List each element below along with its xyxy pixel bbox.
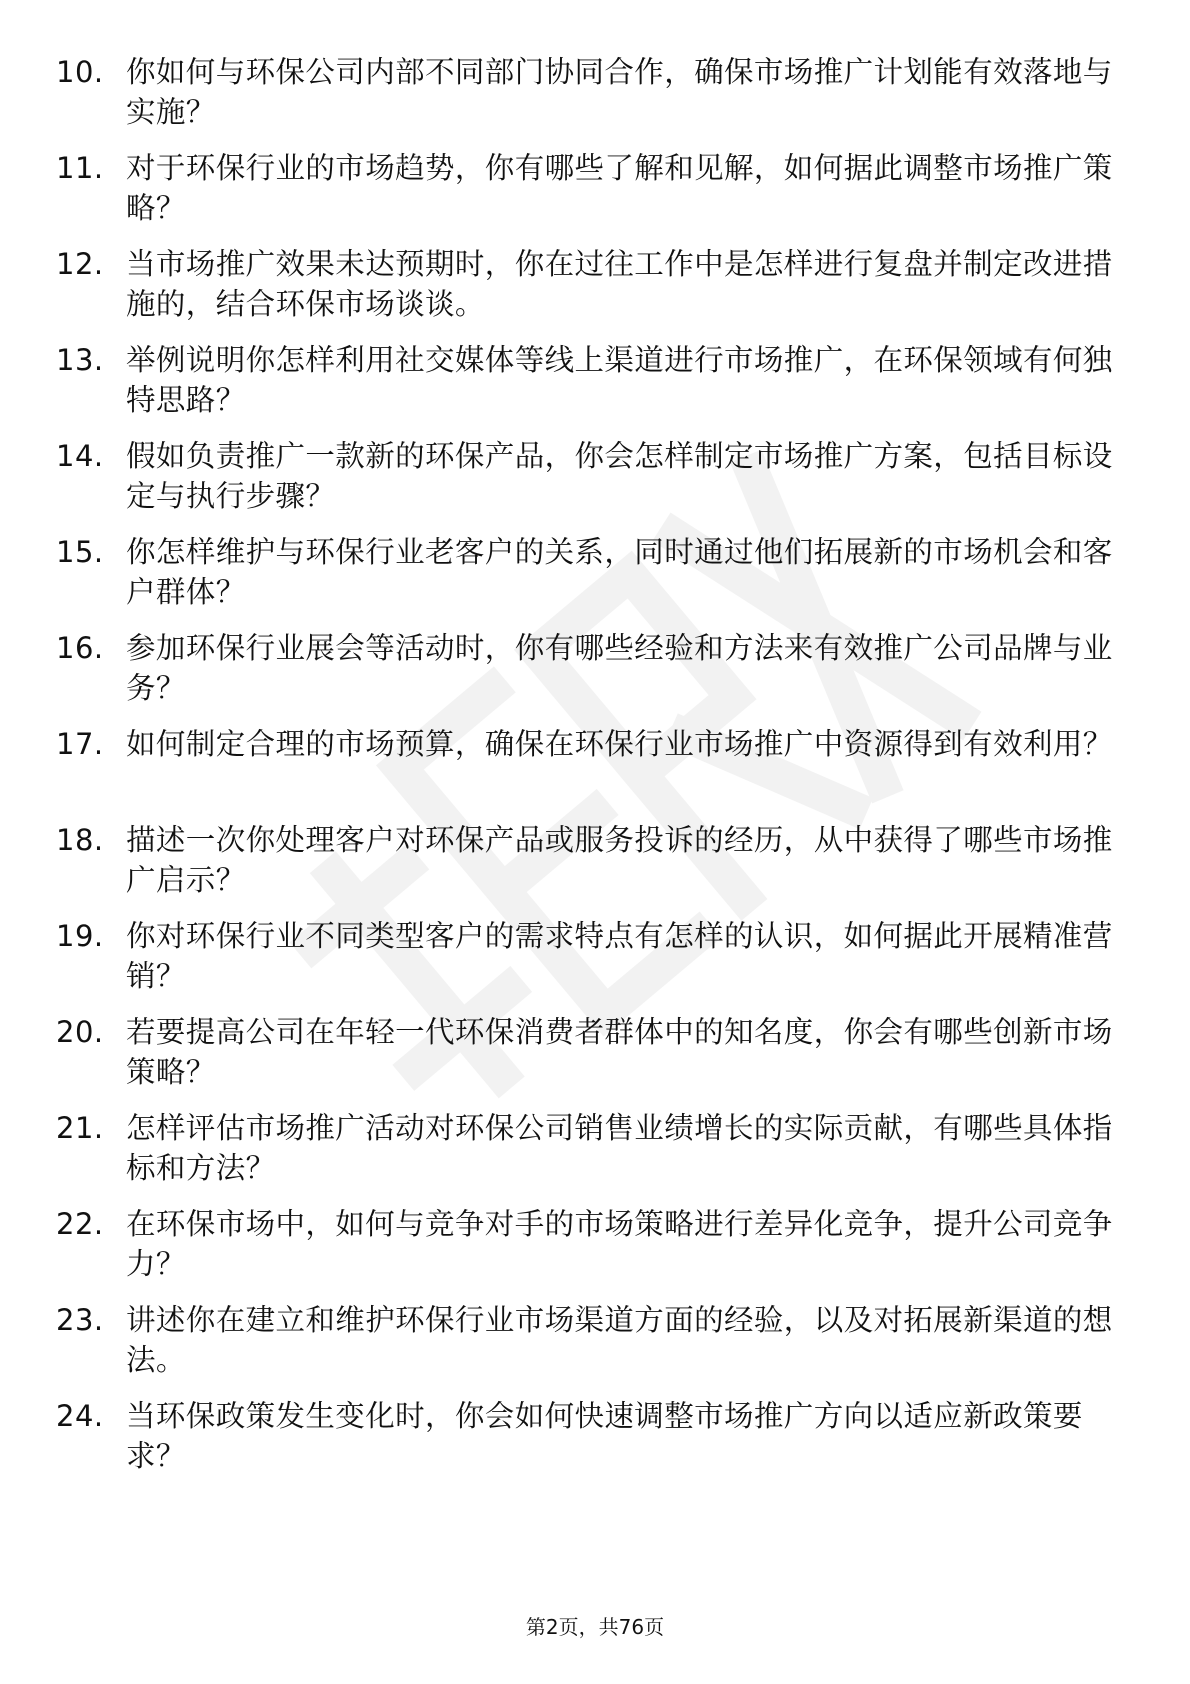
question-text: 怎样评估市场推广活动对环保公司销售业绩增长的实际贡献，有哪些具体指标和方法？ [126, 1111, 1113, 1185]
question-number: 20. [56, 1015, 104, 1049]
question-number: 12. [56, 247, 104, 281]
question-number: 18. [56, 823, 104, 857]
question-text: 对于环保行业的市场趋势，你有哪些了解和见解，如何据此调整市场推广策略？ [126, 151, 1113, 225]
question-item [0, 148, 1190, 244]
question-text: 假如负责推广一款新的环保产品，你会怎样制定市场推广方案，包括目标设定与执行步骤？ [126, 439, 1113, 513]
question-item [0, 820, 1190, 916]
question-text: 如何制定合理的市场预算，确保在环保行业市场推广中资源得到有效利用？ [126, 727, 1113, 761]
question-text: 你怎样维护与环保行业老客户的关系，同时通过他们拓展新的市场机会和客户群体？ [126, 535, 1113, 609]
question-number: 17. [56, 727, 104, 761]
question-item [0, 916, 1190, 1012]
question-text: 描述一次你处理客户对环保产品或服务投诉的经历，从中获得了哪些市场推广启示？ [126, 823, 1113, 897]
question-text: 举例说明你怎样利用社交媒体等线上渠道进行市场推广，在环保领域有何独特思路？ [126, 343, 1113, 417]
question-number: 10. [56, 55, 104, 89]
question-number: 11. [56, 151, 104, 185]
question-text: 在环保市场中，如何与竞争对手的市场策略进行差异化竞争，提升公司竞争力？ [126, 1207, 1113, 1281]
question-item [0, 1300, 1190, 1396]
question-text: 若要提高公司在年轻一代环保消费者群体中的知名度，你会有哪些创新市场策略？ [126, 1015, 1113, 1089]
question-item [0, 1396, 1190, 1492]
question-number: 19. [56, 919, 104, 953]
page-number-label: 第2页，共76页 [525, 1615, 665, 1639]
page-footer [0, 1613, 1190, 1641]
question-text: 你如何与环保公司内部不同部门协同合作，确保市场推广计划能有效落地与实施？ [126, 55, 1113, 129]
question-item [0, 52, 1190, 148]
question-item [0, 436, 1190, 532]
question-number: 22. [56, 1207, 104, 1241]
question-list [0, 52, 1190, 1492]
question-item [0, 340, 1190, 436]
question-number: 24. [56, 1399, 104, 1433]
question-number: 23. [56, 1303, 104, 1337]
question-text: 你对环保行业不同类型客户的需求特点有怎样的认识，如何据此开展精准营销？ [126, 919, 1113, 993]
question-text: 当环保政策发生变化时，你会如何快速调整市场推广方向以适应新政策要求？ [126, 1399, 1083, 1473]
question-text: 讲述你在建立和维护环保行业市场渠道方面的经验，以及对拓展新渠道的想法。 [126, 1303, 1113, 1377]
question-item [0, 244, 1190, 340]
question-number: 13. [56, 343, 104, 377]
question-item [0, 1204, 1190, 1300]
question-number: 14. [56, 439, 104, 473]
question-number: 15. [56, 535, 104, 569]
question-item [0, 532, 1190, 628]
question-item [0, 1012, 1190, 1108]
question-item [0, 724, 1190, 820]
question-text: 当市场推广效果未达预期时，你在过往工作中是怎样进行复盘并制定改进措施的，结合环保市场谈谈。 [126, 247, 1113, 321]
question-number: 21. [56, 1111, 104, 1145]
question-number: 16. [56, 631, 104, 665]
question-item [0, 1108, 1190, 1204]
question-text: 参加环保行业展会等活动时，你有哪些经验和方法来有效推广公司品牌与业务？ [126, 631, 1113, 705]
question-item [0, 628, 1190, 724]
